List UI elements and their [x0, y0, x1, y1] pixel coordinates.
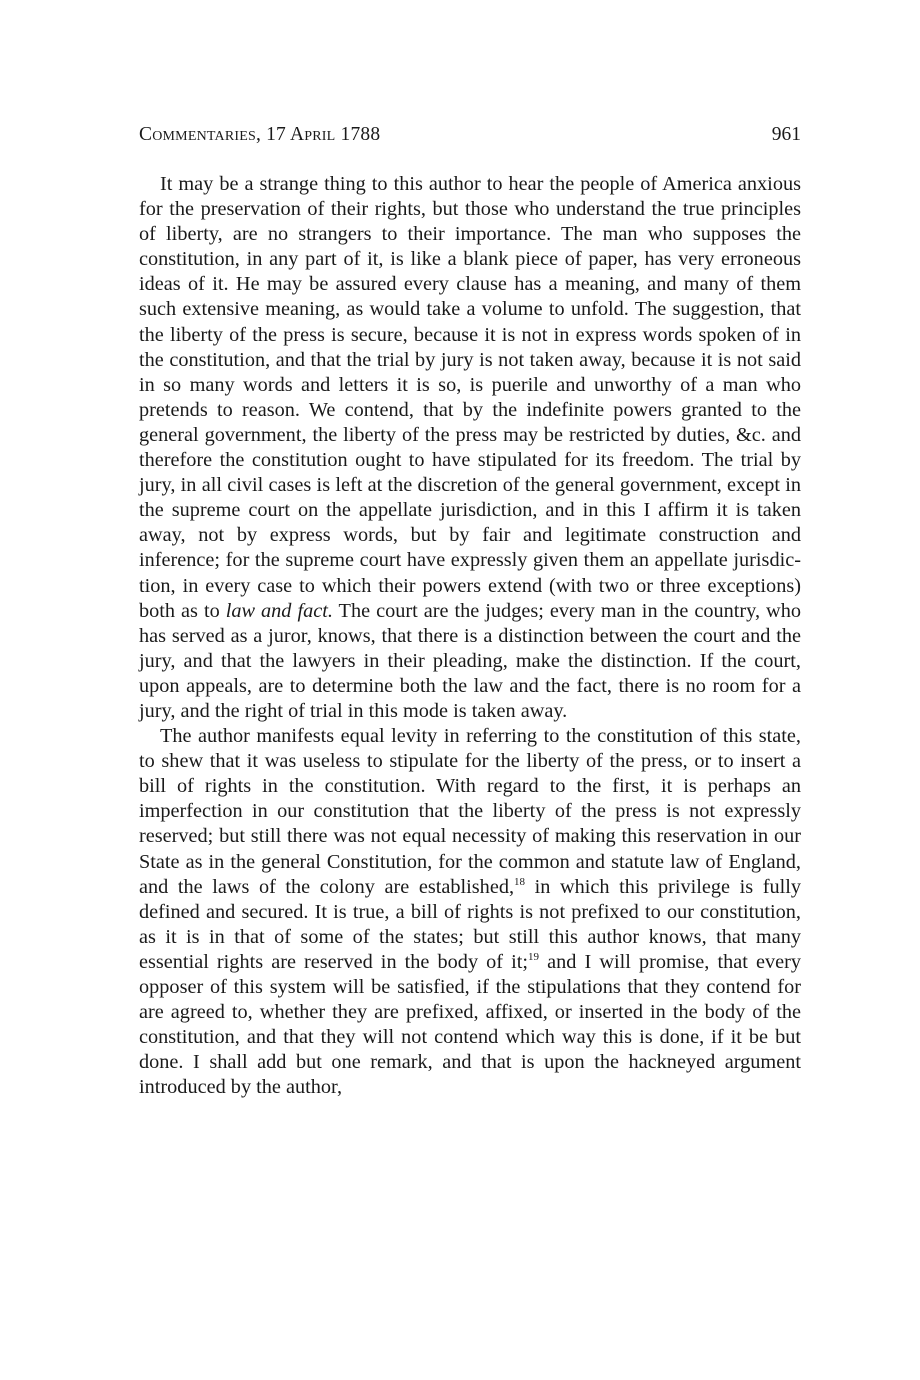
text-run: It may be a strange thing to this author to hear the people of America anxious for the preservation of their rights, but those who understand the true principles of liberty, are no strangers to their importance. The man who supposes the constitution, in any part of it, is like a blank piece of paper, has very erroneous ideas of it. He may be assured every clause has a meaning, and many of them such extensive meaning, as would take a volume to unfold. The suggestion, that the liberty of the press is secure, because it is not in express words spoken of in the constitution, and that the trial by jury is not taken away, because it is not said in so many words and letters it is so, is puerile and unworthy of a man who pretends to reason. We contend, that by the indefinite powers granted to the general government, the liberty of the press may be restricted by duties, &c. and therefore the constitution ought to have stipulated for its freedom. The trial by jury, in all civil cases is left at the discretion of the general government, except in the supreme court on the appellate jurisdiction, and in this I affirm it is taken away, not by express words, but by fair and legitimate construction and inference; for the supreme court have expressly given them an appellate jurisdiction, in every case to which their powers extend (with two or three exceptions) both as to	[139, 173, 801, 622]
footnote-marker: 19	[528, 950, 540, 963]
body-text	[139, 172, 801, 1100]
text-run: The court are the judges; every man in the country, who has served as a juror, knows, that there is a distinction between the court and the jury, and that the lawyers in their pleading, make the distinction. If the court, upon appeals, are to determine both the law and the fact, there is no room for a jury, and the right of trial in this mode is taken away.	[139, 599, 801, 722]
text-run: and I will promise, that every opposer of this system will be satisfied, if the stipulations that they contend for are agreed to, whether they are prefixed, affixed, or inserted in the body of the constitution, and that they will not contend which way this is done, if it be but done. I shall add but one remark, and that is upon the hackneyed argument introduced by the author,	[139, 950, 801, 1099]
running-head	[139, 120, 801, 150]
paragraph	[139, 724, 801, 1100]
footnote-marker: 18	[514, 875, 526, 888]
italic-text-run: law and fact.	[225, 599, 333, 622]
text-run: in which this privilege is fully defined and secured. It is true, a bill of rights is not prefixed to our constitution, as it is in that of some of the states; but still this author knows, that many essential rights are reserved in the body of it;	[139, 875, 801, 973]
page-number: 961	[771, 124, 801, 145]
text-run: The author manifests equal levity in referring to the constitution of this state, to shew that it was useless to stipulate for the liberty of the press, or to insert a bill of rights in the constitution. With regard to the first, it is perhaps an imperfection in our constitution that the liberty of the press is not expressly reserved; but still there was not equal necessity of making this reservation in our State as in the general Constitution, for the common and statute law of England, and the laws of the colony are established,	[139, 725, 801, 898]
paragraph	[139, 172, 801, 724]
running-head-title: Commentaries, 17 April 1788	[139, 124, 381, 145]
